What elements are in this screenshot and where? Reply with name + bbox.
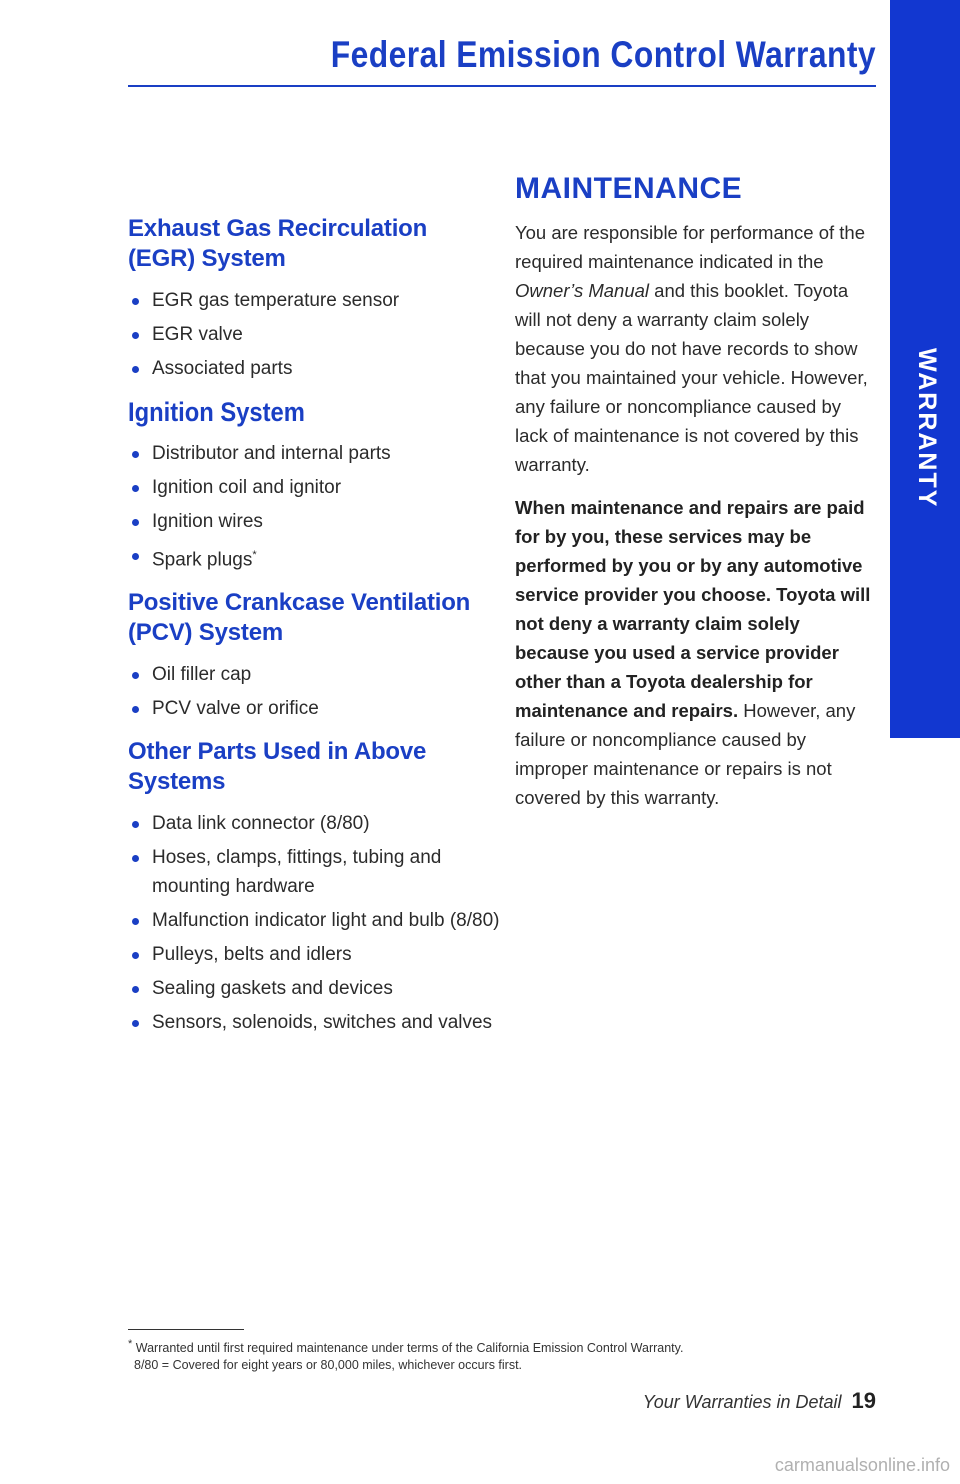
list-item: Oil filler cap xyxy=(128,660,500,689)
list-item: EGR valve xyxy=(128,320,500,349)
bullet-icon xyxy=(132,855,139,862)
bullet-icon xyxy=(132,918,139,925)
bullet-icon xyxy=(132,986,139,993)
bold-statement: When maintenance and repairs are paid for by you, these services may be performed by you or by any automotive service provider you choose. Toyota will not deny a warranty claim solely because you used a service provider other than a Toyota dealership for maintenance and repairs. xyxy=(515,497,871,721)
list-item: Malfunction indicator light and bulb (8/80) xyxy=(128,906,500,935)
bullet-list xyxy=(128,439,500,574)
bullet-icon xyxy=(132,366,139,373)
section-heading: Exhaust Gas Recirculation (EGR) System xyxy=(128,215,428,272)
footnote-rule xyxy=(128,1329,244,1330)
bullet-list xyxy=(128,286,500,383)
maintenance-paragraph-1: You are responsible for performance of the required maintenance indicated in the Owner’s Manual and this booklet. Toyota will not deny a warranty claim solely because you do not have records to show that you maintained your vehicle. However, any failure or noncompliance caused by lack of maintenance is not covered by this warranty. xyxy=(515,222,868,475)
bullet-icon xyxy=(132,519,139,526)
section-heading: Ignition System xyxy=(128,397,305,427)
side-tab-label xyxy=(905,348,949,392)
list-item: EGR gas temperature sensor xyxy=(128,286,500,315)
manual-title: Owner’s Manual xyxy=(515,280,650,301)
footnote-line-1: * Warranted until first required maintenance under terms of the California Emission Control Warranty. xyxy=(128,1338,684,1356)
list-item: Ignition wires xyxy=(128,507,500,536)
section-ignition xyxy=(128,397,500,574)
section-heading: Positive Crankcase Ventilation (PCV) System xyxy=(128,589,471,647)
bullet-icon xyxy=(132,332,139,339)
maintenance-paragraph-2: When maintenance and repairs are paid for by you, these services may be performed by you or by any automotive service provider you choose. Toyota will not deny a warranty claim solely because you used a service provider other than a Toyota dealership for maintenance and repairs. However, any failure or noncompliance caused by improper maintenance or repairs is not covered by this warranty. xyxy=(515,497,871,808)
footnote xyxy=(128,1336,868,1374)
list-item: Spark plugs* xyxy=(128,541,500,574)
footnote-line-2: 8/80 = Covered for eight years or 80,000 miles, whichever occurs first. xyxy=(134,1358,523,1373)
list-item: Hoses, clamps, fittings, tubing and mounting hardware xyxy=(128,843,500,901)
section-egr xyxy=(128,214,500,383)
page-title: Federal Emission Control Warranty xyxy=(330,34,876,75)
bullet-list xyxy=(128,809,500,1037)
list-item: Ignition coil and ignitor xyxy=(128,473,500,502)
list-item: PCV valve or orifice xyxy=(128,694,500,723)
list-item: Sensors, solenoids, switches and valves xyxy=(128,1008,500,1037)
bullet-list xyxy=(128,660,500,723)
bullet-icon xyxy=(132,298,139,305)
left-column xyxy=(128,214,500,1051)
bullet-icon xyxy=(132,451,139,458)
bullet-icon xyxy=(132,952,139,959)
bullet-icon xyxy=(132,485,139,492)
right-column xyxy=(515,172,875,826)
section-pcv xyxy=(128,588,500,723)
maintenance-heading: MAINTENANCE xyxy=(515,172,743,205)
page-footer xyxy=(643,1388,876,1414)
section-heading: Other Parts Used in Above Systems xyxy=(128,738,427,796)
list-item: Associated parts xyxy=(128,354,500,383)
bullet-icon xyxy=(132,1020,139,1027)
bullet-icon xyxy=(132,553,139,560)
list-item: Pulleys, belts and idlers xyxy=(128,940,500,969)
bullet-icon xyxy=(132,821,139,828)
footer-title: Your Warranties in Detail xyxy=(642,1392,842,1412)
bullet-icon xyxy=(132,672,139,679)
list-item: Sealing gaskets and devices xyxy=(128,974,500,1003)
header-rule xyxy=(128,85,876,87)
watermark: carmanualsonline.info xyxy=(774,1455,950,1475)
section-other-parts xyxy=(128,737,500,1037)
list-item: Distributor and internal parts xyxy=(128,439,500,468)
bullet-icon xyxy=(132,706,139,713)
footnote-marker: * xyxy=(252,549,257,561)
list-item: Data link connector (8/80) xyxy=(128,809,500,838)
page-number: 19 xyxy=(851,1388,876,1413)
